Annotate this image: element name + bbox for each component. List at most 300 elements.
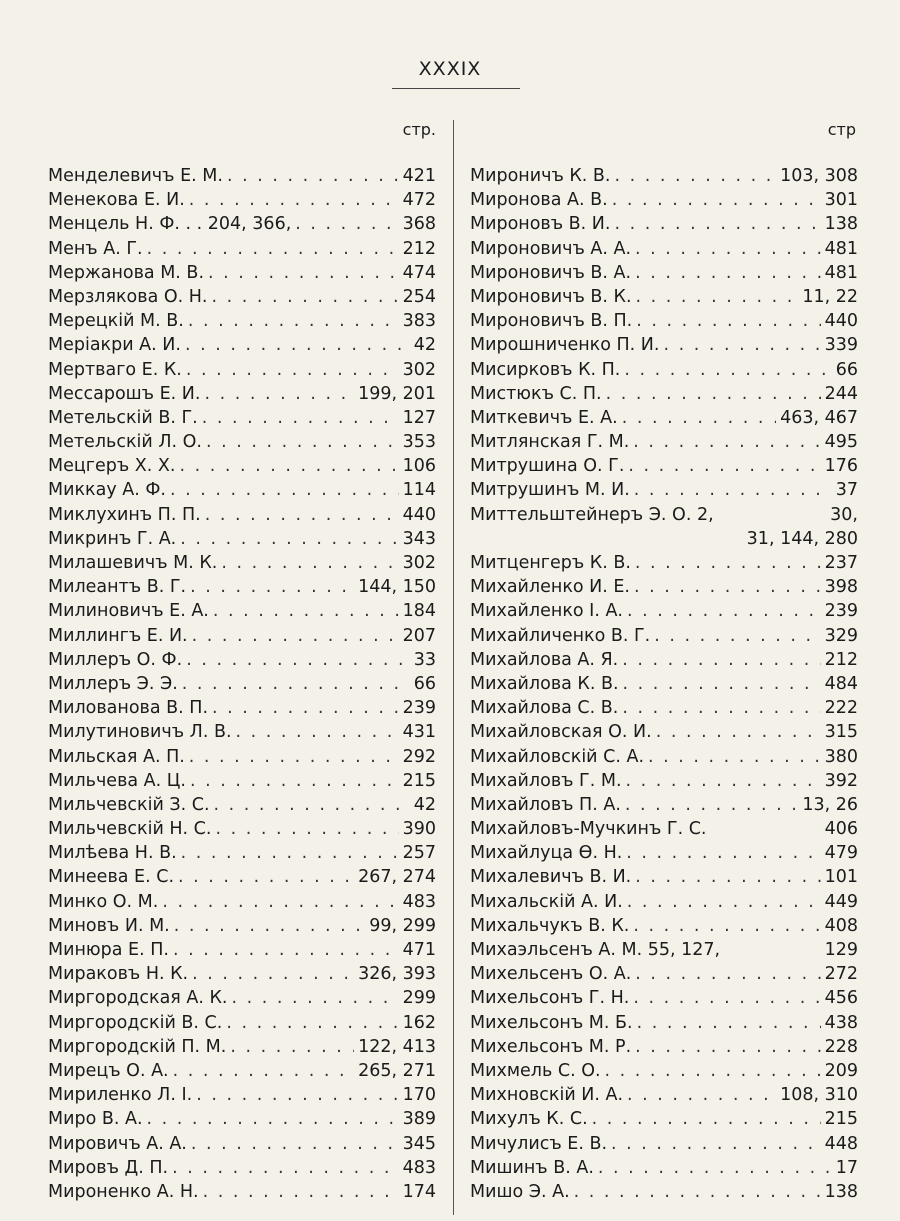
dot-leader [210, 793, 410, 817]
dot-leader [176, 527, 398, 551]
entry-name: Менекова Е. И. [48, 190, 185, 211]
dot-leader [182, 358, 399, 382]
entry-pages: 302 [402, 359, 436, 380]
index-entry [470, 986, 858, 1010]
column-divider [453, 120, 454, 1215]
dot-leader [211, 817, 398, 841]
entry-pages: 254 [402, 286, 436, 307]
index-entry [470, 841, 858, 865]
entry-pages: 170 [402, 1085, 436, 1106]
entry-pages: 421 [402, 166, 436, 186]
entry-pages: 66 [413, 673, 436, 694]
entry-pages: 272 [824, 964, 858, 985]
index-entry [48, 358, 436, 382]
entry-name: Мироновичъ А. А. [470, 238, 632, 259]
entry-name: Минюра Е. П. [48, 940, 169, 960]
entry-name: Михайленко И. Е. [470, 577, 630, 598]
entry-pages: 222 [824, 698, 858, 719]
entry-name: Мировъ Д. П. [48, 1157, 169, 1178]
index-entry [48, 1011, 436, 1035]
index-entry [48, 164, 436, 188]
dot-leader [659, 333, 820, 357]
index-entry [48, 430, 436, 454]
dot-leader [631, 237, 821, 261]
entry-pages: 495 [824, 432, 858, 453]
dot-leader [200, 382, 354, 406]
entry-pages: 199, 201 [358, 383, 436, 404]
entry-pages: 302 [402, 553, 436, 573]
entry-pages: 257 [402, 843, 436, 864]
entry-name: Мишо Э. А. [470, 1181, 570, 1202]
entry-pages: 162 [402, 1012, 436, 1033]
entry-pages: 114 [402, 480, 436, 501]
index-entry [48, 1132, 436, 1156]
entry-pages: 392 [824, 770, 858, 791]
entry-name: Милованова В. П. [48, 698, 209, 719]
entry-pages: 326, 393 [358, 964, 436, 985]
entry-name: Михалевичъ В. И. [470, 867, 632, 888]
dot-leader [633, 1011, 821, 1035]
dot-leader [652, 720, 821, 744]
index-entry [48, 865, 436, 889]
index-entry [48, 914, 436, 938]
entry-name: Мисирковъ К. П. [470, 359, 621, 380]
entry-pages: 440 [402, 504, 436, 525]
entry-pages: 408 [824, 915, 858, 936]
entry-name: Метельскій Л. О. [48, 432, 202, 453]
entry-name: Мироновичъ В. К. [470, 286, 632, 307]
index-entry [470, 261, 858, 285]
dot-leader [621, 793, 798, 817]
index-entry [470, 1107, 858, 1131]
entry-name: Миклухинъ П. П. [48, 504, 201, 525]
index-entry [48, 454, 436, 478]
index-entry [48, 672, 436, 696]
index-entry [470, 164, 858, 188]
entry-name: Микринъ Г. А. [48, 528, 177, 549]
index-entry [470, 890, 858, 914]
right-index-list [470, 164, 858, 1204]
index-entry [470, 430, 858, 454]
entry-name: Мишинъ В. А. [470, 1157, 594, 1178]
entry-pages: 484 [824, 673, 858, 694]
index-entry [470, 382, 858, 406]
dot-leader [199, 1180, 399, 1204]
index-entry [48, 575, 436, 599]
entry-pages: 101 [824, 867, 858, 888]
index-entry [48, 333, 436, 357]
entry-name: Мильчевскій З. С. [48, 794, 210, 815]
dot-leader [178, 672, 410, 696]
dot-leader [632, 309, 820, 333]
index-entry [48, 261, 436, 285]
entry-pages: 11, 22 [802, 286, 858, 307]
index-entry [48, 1083, 436, 1107]
entry-name: Мичулисъ Е. В. [470, 1133, 608, 1154]
entry-pages: 483 [402, 891, 436, 912]
dot-leader [186, 769, 399, 793]
entry-name: Митрушинъ М. И. [470, 480, 630, 501]
entry-name: Михельсенъ О. А. [470, 964, 632, 985]
entry-pages: 483 [402, 1157, 436, 1178]
dot-leader [186, 575, 354, 599]
entry-name: Милиновичъ Е. А. [48, 601, 209, 622]
dot-leader [217, 551, 398, 575]
right-column-page-label: стр [827, 120, 856, 139]
index-entry [48, 648, 436, 672]
index-entry [48, 841, 436, 865]
dot-leader [644, 745, 821, 769]
index-entry [470, 1035, 858, 1059]
index-entry [470, 938, 858, 962]
entry-pages: 456 [824, 988, 858, 1009]
entry-pages: 389 [402, 1109, 436, 1130]
dot-leader [208, 285, 399, 309]
dot-leader [630, 575, 821, 599]
entry-name: Мильская А. П. [48, 746, 185, 767]
entry-pages: 127 [402, 407, 436, 428]
index-entry [48, 890, 436, 914]
entry-name: Митрушина О. Г. [470, 456, 625, 477]
dot-leader [228, 986, 399, 1010]
entry-pages: 301 [824, 190, 858, 211]
dot-leader [143, 237, 399, 261]
index-entry [48, 793, 436, 817]
entry-name: Митлянская Г. М. [470, 432, 630, 453]
entry-name: Михновскій И. А. [470, 1085, 624, 1106]
entry-pages: 103, 308 [780, 166, 858, 186]
dot-leader [618, 406, 776, 430]
entry-name: Мироненко А. Н. [48, 1181, 199, 1202]
index-entry [48, 745, 436, 769]
entry-name: Михаэльсенъ А. М. 55, 127, [470, 940, 721, 960]
dot-leader [630, 478, 832, 502]
index-entry [48, 720, 436, 744]
dot-leader [198, 406, 399, 430]
entry-pages: 239 [824, 601, 858, 622]
entry-pages: 66 [835, 359, 858, 380]
entry-pages: 299 [402, 988, 436, 1009]
entry-pages: 267, 274 [358, 867, 436, 888]
entry-name: Михайличенко В. Г. [470, 625, 651, 646]
entry-pages: 30, [830, 504, 858, 525]
index-entry [470, 406, 858, 430]
index-entry [470, 503, 858, 527]
index-entry [470, 599, 858, 623]
dot-leader [201, 503, 399, 527]
entry-name: Михайловъ-Мучкинъ Г. С. [470, 819, 707, 840]
entry-pages: 209 [824, 1060, 858, 1081]
index-entry [48, 237, 436, 261]
index-entry [48, 624, 436, 648]
index-entry [48, 382, 436, 406]
index-entry [470, 333, 858, 357]
index-entry [470, 309, 858, 333]
entry-name: Миллеръ О. Ф. [48, 649, 183, 670]
entry-name: Миллеръ Э. Э. [48, 673, 178, 694]
dot-leader [631, 261, 821, 285]
entry-pages: 42 [413, 335, 436, 356]
dot-leader [631, 962, 820, 986]
entry-name: Мироновичъ В. П. [470, 311, 633, 332]
entry-pages: 440 [824, 311, 858, 332]
entry-name: Михельсонъ М. Р. [470, 1036, 632, 1057]
dot-leader [610, 212, 820, 236]
dot-leader [622, 769, 821, 793]
index-entry [48, 769, 436, 793]
dot-leader [182, 648, 410, 672]
dot-leader [170, 914, 365, 938]
entry-pages: 398 [824, 577, 858, 598]
entry-name: Мировичъ А. А. [48, 1133, 187, 1154]
dot-leader [188, 624, 399, 648]
entry-name: Мержанова М. В. [48, 262, 205, 283]
entry-name: Мерецкій М. В. [48, 311, 184, 332]
dot-leader [185, 745, 399, 769]
dot-leader [631, 1035, 820, 1059]
right-column [470, 118, 858, 1204]
dot-leader [158, 890, 398, 914]
entry-pages: 345 [402, 1133, 436, 1154]
index-entry [48, 599, 436, 623]
entry-name: Михайленко І. А. [470, 601, 623, 622]
index-entry [470, 285, 858, 309]
entry-name: Миновъ И. М. [48, 915, 170, 936]
index-entry [48, 938, 436, 962]
entry-name: Мертваго Е. К. [48, 359, 182, 380]
index-entry [470, 1083, 858, 1107]
entry-name: Минко О. М. [48, 891, 159, 912]
entry-pages: 108, 310 [780, 1085, 858, 1106]
entry-pages: 292 [402, 746, 436, 767]
entry-name: Миро В. А. [48, 1109, 143, 1130]
entry-name: Милеантъ В. Г. [48, 577, 187, 598]
entry-name: Михельсонъ М. Б. [470, 1012, 633, 1033]
index-entry [470, 237, 858, 261]
entry-name: Миргородскій П. М. [48, 1036, 227, 1057]
index-entry [48, 1180, 436, 1204]
entry-pages: 13, 26 [802, 794, 858, 815]
dot-leader [611, 164, 777, 188]
dot-leader [602, 382, 821, 406]
entry-pages: 406 [824, 819, 858, 840]
entry-pages: 448 [824, 1133, 858, 1154]
entry-name: Меріакри А. И. [48, 335, 181, 356]
left-column [48, 118, 436, 1204]
entry-pages: 343 [402, 528, 436, 549]
index-entry [48, 1035, 436, 1059]
entry-pages: 368 [402, 214, 436, 235]
entry-pages: 138 [824, 214, 858, 235]
dot-leader [650, 624, 820, 648]
entry-pages: 228 [824, 1036, 858, 1057]
dot-leader [166, 478, 399, 502]
entry-pages: 174 [402, 1181, 436, 1202]
index-entry [48, 478, 436, 502]
index-entry [48, 285, 436, 309]
left-column-page-label: стр. [402, 120, 436, 139]
entry-pages: 315 [824, 722, 858, 743]
left-index-list [48, 164, 436, 1204]
page-number: XXXIX [418, 58, 482, 80]
entry-name: Мецгеръ Х. Х. [48, 456, 176, 477]
dot-leader [175, 454, 398, 478]
dot-leader [184, 309, 399, 333]
index-entry [48, 309, 436, 333]
index-entry [48, 1156, 436, 1180]
index-entry [470, 527, 858, 551]
entry-pages: 244 [824, 383, 858, 404]
dot-leader [222, 1011, 398, 1035]
dot-leader [618, 648, 820, 672]
entry-pages: 474 [402, 262, 436, 283]
index-entry [48, 1107, 436, 1131]
entry-pages: 37 [835, 480, 858, 501]
entry-pages: 99, 299 [369, 915, 436, 936]
index-entry [470, 575, 858, 599]
entry-pages: 33 [413, 649, 436, 670]
entry-name: Михайловъ П. А. [470, 794, 621, 815]
entry-pages: 329 [824, 625, 858, 646]
dot-leader [594, 1156, 832, 1180]
entry-pages: 207 [402, 625, 436, 646]
index-entry [470, 914, 858, 938]
dot-leader [187, 1132, 399, 1156]
entry-pages: 471 [402, 940, 436, 960]
entry-name: Михулъ К. С. [470, 1109, 588, 1130]
index-entry [470, 1132, 858, 1156]
index-entry [470, 962, 858, 986]
entry-pages: 472 [402, 190, 436, 211]
index-entry [470, 1011, 858, 1035]
entry-name: Милашевичъ М. К. [48, 553, 218, 573]
dot-leader [631, 865, 820, 889]
entry-name: Минеева Е. С. [48, 867, 175, 888]
index-entry [470, 478, 858, 502]
dot-leader [143, 1107, 399, 1131]
dot-leader [607, 1132, 821, 1156]
entry-pages: 380 [824, 746, 858, 767]
index-entry [48, 1059, 436, 1083]
dot-leader [624, 454, 820, 478]
entry-pages: 129 [824, 940, 858, 960]
index-entry [470, 1180, 858, 1204]
entry-name: Михмель С. О. [470, 1060, 601, 1081]
entry-name: Миронова А. В. [470, 190, 608, 211]
entry-name: Милѣева Н. В. [48, 843, 177, 864]
dot-leader [209, 599, 399, 623]
dot-leader [601, 1059, 821, 1083]
entry-name: Милутиновичъ Л. В. [48, 722, 232, 743]
index-entry [470, 793, 858, 817]
dot-leader [169, 1059, 354, 1083]
index-entry [470, 745, 858, 769]
entry-name: Менцель Н. Ф. . . 204, 366, [48, 214, 292, 235]
index-entry [48, 527, 436, 551]
entry-name: Менделевичъ Е. М. [48, 166, 223, 186]
entry-name: Мироновъ В. И. [470, 214, 611, 235]
index-entry [470, 454, 858, 478]
entry-name: Мираковъ Н. К. [48, 964, 189, 985]
index-entry [48, 503, 436, 527]
dot-leader [226, 1035, 354, 1059]
dot-leader [169, 938, 399, 962]
entry-name: Михальскій А. И. [470, 891, 623, 912]
entry-pages: 106 [402, 456, 436, 477]
index-entry [470, 1059, 858, 1083]
entry-name: Миргородскій В. С. [48, 1012, 223, 1033]
entry-pages: 438 [824, 1012, 858, 1033]
entry-pages: 390 [402, 819, 436, 840]
entry-pages: 144, 150 [358, 577, 436, 598]
dot-leader [629, 914, 820, 938]
entry-name: Михайлова К. В. [470, 673, 619, 694]
entry-name: Миллингъ Е. И. [48, 625, 188, 646]
entry-name: Мистюкъ С. П. [470, 383, 602, 404]
entry-name: Мироновичъ В. А. [470, 262, 632, 283]
entry-pages: 383 [402, 311, 436, 332]
index-entry [470, 696, 858, 720]
index-entry [470, 648, 858, 672]
index-entry [470, 769, 858, 793]
entry-pages: 138 [824, 1181, 858, 1202]
entry-name: Михайлуца Ѳ. Н. [470, 843, 623, 864]
entry-name: Мироничъ К. В. [470, 166, 611, 186]
entry-name: Мерзлякова О. Н. [48, 286, 208, 307]
entry-pages: 212 [402, 238, 436, 259]
dot-leader [608, 188, 821, 212]
entry-name: Михайловскій С. А. [470, 746, 645, 767]
entry-name: Метельскій В. Г. [48, 407, 198, 428]
dot-leader [623, 599, 821, 623]
entry-pages: 215 [824, 1109, 858, 1130]
entry-name: Менъ А. Г. [48, 238, 143, 259]
entry-name: Михельсонъ Г. Н. [470, 988, 630, 1009]
index-entry [470, 817, 858, 841]
index-entry [48, 696, 436, 720]
entry-name: Миткевичъ Е. А. [470, 407, 618, 428]
dot-leader [174, 865, 354, 889]
entry-pages: 176 [824, 456, 858, 477]
dot-leader [632, 285, 799, 309]
dot-leader [223, 164, 399, 188]
entry-name: Михайловская О. И. [470, 722, 652, 743]
entry-name: Мирецъ О. А. [48, 1060, 169, 1081]
entry-name: Михайлова С. В. [470, 698, 619, 719]
entry-name: Михайловъ Г. М. [470, 770, 622, 791]
index-entry [470, 672, 858, 696]
dot-leader [168, 1156, 399, 1180]
index-entry [470, 624, 858, 648]
dot-leader [192, 1083, 398, 1107]
entry-pages: 463, 467 [780, 407, 858, 428]
dot-leader [623, 890, 821, 914]
index-entry [48, 817, 436, 841]
entry-pages: 449 [824, 891, 858, 912]
header-rule [392, 88, 520, 89]
dot-leader [177, 841, 399, 865]
index-entry [470, 865, 858, 889]
index-entry [48, 551, 436, 575]
entry-pages: 31, 144, 280 [746, 528, 858, 549]
dot-leader [202, 430, 399, 454]
dot-leader [181, 333, 410, 357]
entry-pages: 239 [402, 698, 436, 719]
index-entry [48, 962, 436, 986]
dot-leader [629, 986, 820, 1010]
dot-leader [588, 1107, 821, 1131]
entry-name: Митценгеръ К. В. [470, 553, 631, 573]
